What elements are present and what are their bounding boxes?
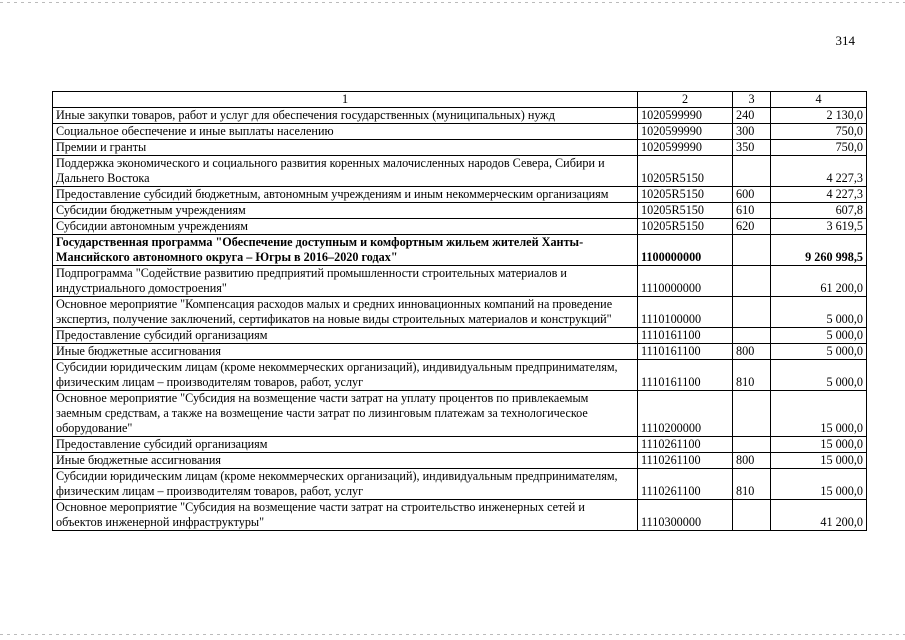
- row-amount-cell: 2 130,0: [771, 108, 867, 124]
- row-type-cell: 600: [733, 187, 771, 203]
- row-amount-cell: 41 200,0: [771, 500, 867, 531]
- row-amount-cell: 607,8: [771, 203, 867, 219]
- table-row: [53, 437, 867, 453]
- row-code-cell: 10205R5150: [638, 156, 733, 187]
- scan-edge-top: [0, 2, 905, 3]
- header-col-2: 2: [638, 92, 733, 108]
- row-type-cell: 800: [733, 453, 771, 469]
- table-row: [53, 108, 867, 124]
- table-row: [53, 360, 867, 391]
- row-name-cell: Основное мероприятие "Компенсация расходов малых и средних инновационных компаний на проведение экспертиз, получение заключений, сертификатов на новые виды строительных материалов и конструкций": [53, 297, 638, 328]
- table-row: [53, 344, 867, 360]
- row-code-cell: 1110200000: [638, 391, 733, 437]
- row-code-cell: 1110161100: [638, 328, 733, 344]
- row-type-cell: 800: [733, 344, 771, 360]
- row-code-cell: 10205R5150: [638, 219, 733, 235]
- table-row: [53, 453, 867, 469]
- row-name-cell: Основное мероприятие "Субсидия на возмещение части затрат на строительство инженерных сетей и объектов инженерной инфраструктуры": [53, 500, 638, 531]
- row-name-cell: Социальное обеспечение и иные выплаты населению: [53, 124, 638, 140]
- row-amount-cell: 5 000,0: [771, 344, 867, 360]
- header-col-3: 3: [733, 92, 771, 108]
- row-type-cell: [733, 297, 771, 328]
- table-row: [53, 297, 867, 328]
- row-code-cell: 1110000000: [638, 266, 733, 297]
- row-name-cell: Субсидии юридическим лицам (кроме некоммерческих организаций), индивидуальным предпринимателям, физическим лицам – производителям товаров, работ, услуг: [53, 360, 638, 391]
- row-code-cell: 1110100000: [638, 297, 733, 328]
- row-amount-cell: 5 000,0: [771, 297, 867, 328]
- row-type-cell: [733, 156, 771, 187]
- row-name-cell: Предоставление субсидий организациям: [53, 328, 638, 344]
- row-name-cell: Поддержка экономического и социального развития коренных малочисленных народов Севера, Сибири и Дальнего Востока: [53, 156, 638, 187]
- row-amount-cell: 3 619,5: [771, 219, 867, 235]
- table-row: [53, 124, 867, 140]
- row-type-cell: [733, 437, 771, 453]
- table-row: [53, 187, 867, 203]
- row-amount-cell: 15 000,0: [771, 437, 867, 453]
- row-name-cell: Государственная программа "Обеспечение доступным и комфортным жильем жителей Ханты-Мансийского автономного округа – Югры в 2016–2020 годах": [53, 235, 638, 266]
- row-type-cell: 350: [733, 140, 771, 156]
- table-row: [53, 500, 867, 531]
- header-col-1: 1: [53, 92, 638, 108]
- row-amount-cell: 750,0: [771, 140, 867, 156]
- row-name-cell: Иные бюджетные ассигнования: [53, 453, 638, 469]
- row-amount-cell: 15 000,0: [771, 469, 867, 500]
- row-amount-cell: 5 000,0: [771, 360, 867, 391]
- table-body: [53, 108, 867, 531]
- row-type-cell: 610: [733, 203, 771, 219]
- row-amount-cell: 750,0: [771, 124, 867, 140]
- row-code-cell: 1110161100: [638, 344, 733, 360]
- row-name-cell: Предоставление субсидий бюджетным, автономным учреждениям и иным некоммерческим организациям: [53, 187, 638, 203]
- row-code-cell: 1020599990: [638, 140, 733, 156]
- row-type-cell: 810: [733, 469, 771, 500]
- row-type-cell: [733, 235, 771, 266]
- row-amount-cell: 15 000,0: [771, 453, 867, 469]
- table-row: [53, 156, 867, 187]
- row-code-cell: 1110161100: [638, 360, 733, 391]
- header-col-4: 4: [771, 92, 867, 108]
- row-name-cell: Субсидии юридическим лицам (кроме некоммерческих организаций), индивидуальным предпринимателям, физическим лицам – производителям товаров, работ, услуг: [53, 469, 638, 500]
- row-name-cell: Предоставление субсидий организациям: [53, 437, 638, 453]
- row-type-cell: [733, 500, 771, 531]
- table-header-row: [53, 92, 867, 108]
- row-code-cell: 1110300000: [638, 500, 733, 531]
- row-type-cell: 810: [733, 360, 771, 391]
- row-type-cell: [733, 266, 771, 297]
- row-amount-cell: 9 260 998,5: [771, 235, 867, 266]
- row-type-cell: [733, 391, 771, 437]
- row-code-cell: 1020599990: [638, 108, 733, 124]
- row-amount-cell: 61 200,0: [771, 266, 867, 297]
- row-code-cell: 1020599990: [638, 124, 733, 140]
- table-row: [53, 219, 867, 235]
- row-code-cell: 1110261100: [638, 453, 733, 469]
- row-name-cell: Подпрограмма "Содействие развитию предприятий промышленности строительных материалов и индустриального домостроения": [53, 266, 638, 297]
- row-name-cell: Основное мероприятие "Субсидия на возмещение части затрат на уплату процентов по привлекаемым заемным средствам, а также на возмещение части затрат по лизинговым платежам за технологическое оборудование": [53, 391, 638, 437]
- table-row: [53, 391, 867, 437]
- row-name-cell: Иные закупки товаров, работ и услуг для обеспечения государственных (муниципальных) нужд: [53, 108, 638, 124]
- row-type-cell: [733, 328, 771, 344]
- row-code-cell: 1110261100: [638, 469, 733, 500]
- row-amount-cell: 5 000,0: [771, 328, 867, 344]
- table-row: [53, 266, 867, 297]
- row-code-cell: 10205R5150: [638, 203, 733, 219]
- row-code-cell: 1100000000: [638, 235, 733, 266]
- row-name-cell: Иные бюджетные ассигнования: [53, 344, 638, 360]
- row-type-cell: 300: [733, 124, 771, 140]
- table-row: [53, 469, 867, 500]
- row-amount-cell: 4 227,3: [771, 187, 867, 203]
- table-row: [53, 140, 867, 156]
- table-row: [53, 328, 867, 344]
- table-row: [53, 235, 867, 266]
- row-code-cell: 10205R5150: [638, 187, 733, 203]
- budget-table: [52, 91, 867, 531]
- row-name-cell: Субсидии автономным учреждениям: [53, 219, 638, 235]
- row-type-cell: 240: [733, 108, 771, 124]
- scan-edge-bottom: [0, 634, 905, 635]
- row-amount-cell: 15 000,0: [771, 391, 867, 437]
- table-row: [53, 203, 867, 219]
- row-code-cell: 1110261100: [638, 437, 733, 453]
- row-amount-cell: 4 227,3: [771, 156, 867, 187]
- row-type-cell: 620: [733, 219, 771, 235]
- row-name-cell: Субсидии бюджетным учреждениям: [53, 203, 638, 219]
- row-name-cell: Премии и гранты: [53, 140, 638, 156]
- page-number: 314: [835, 33, 855, 48]
